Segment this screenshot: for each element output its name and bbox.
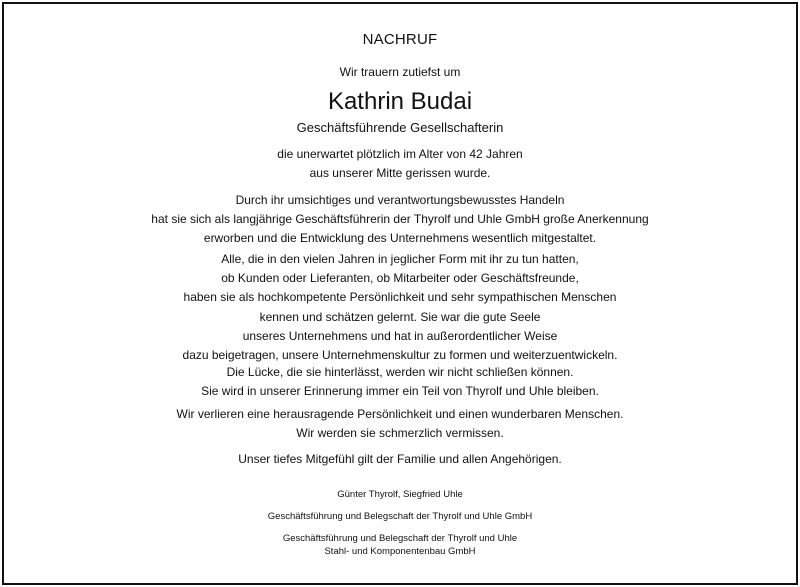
signature-owners xyxy=(0,488,800,501)
paragraph-line: ob Kunden oder Lieferanten, ob Mitarbeiter oder Geschäftsfreunde, xyxy=(221,271,579,286)
signature-line: Geschäftsführung und Belegschaft der Thyrolf und Uhle xyxy=(282,533,518,544)
paragraph-line: Die Lücke, die sie hinterlässt, werden wir nicht schließen können. xyxy=(226,365,574,379)
signature-line: Stahl- und Komponentenbau GmbH xyxy=(324,546,476,557)
paragraph-line: Wir werden sie schmerzlich vermissen. xyxy=(296,426,504,441)
paragraph-line: die unerwartet plötzlich im Alter von 42 Jahren xyxy=(277,147,523,161)
paragraph-line: hat sie sich als langjährige Geschäftsführerin der Thyrolf und Uhle GmbH große Anerkennung xyxy=(151,212,649,227)
paragraph-line: dazu beigetragen, unsere Unternehmenskultur zu formen und weiterzuentwickeln. xyxy=(182,348,618,363)
paragraph-condolences xyxy=(0,450,800,469)
paragraph-line: aus unserer Mitte gerissen wurde. xyxy=(309,166,491,181)
signature-steel-company xyxy=(0,532,800,558)
signature-line: Geschäftsführung und Belegschaft der Thyrolf und Uhle GmbH xyxy=(267,511,533,522)
paragraph-mourning xyxy=(0,405,800,443)
paragraph-line: kennen und schätzen gelernt. Sie war die gute Seele xyxy=(259,309,541,324)
paragraph-age xyxy=(0,145,800,183)
signature-company xyxy=(0,510,800,523)
signature-line: Günter Thyrolf, Siegfried Uhle xyxy=(337,489,463,500)
deceased-name: Kathrin Budai xyxy=(327,88,473,115)
paragraph-line: erworben und die Entwicklung des Unternehmens wesentlich mitgestaltet. xyxy=(203,231,597,246)
paragraph-loss xyxy=(0,363,800,401)
paragraph-line: Unser tiefes Mitgefühl gilt der Familie und allen Angehörigen. xyxy=(238,452,562,466)
paragraph-line: unseres Unternehmens und hat in außerordentlicher Weise xyxy=(242,328,558,343)
paragraph-line: haben sie als hochkompetente Persönlichkeit und sehr sympathischen Menschen xyxy=(183,290,617,305)
paragraph-tribute xyxy=(0,250,800,365)
paragraph-line: Sie wird in unserer Erinnerung immer ein Teil von Thyrolf und Uhle bleiben. xyxy=(201,384,599,399)
paragraph-line: Wir verlieren eine herausragende Persönlichkeit und einen wunderbaren Menschen. xyxy=(176,407,624,421)
deceased-role: Geschäftsführende Gesellschafterin xyxy=(296,120,504,135)
paragraph-line: Alle, die in den vielen Jahren in jeglicher Form mit ihr zu tun hatten, xyxy=(221,252,579,266)
paragraph-career xyxy=(0,191,800,249)
notice-heading: NACHRUF xyxy=(362,31,438,48)
notice-intro: Wir trauern zutiefst um xyxy=(339,65,461,79)
paragraph-line: Durch ihr umsichtiges und verantwortungsbewusstes Handeln xyxy=(235,193,565,207)
